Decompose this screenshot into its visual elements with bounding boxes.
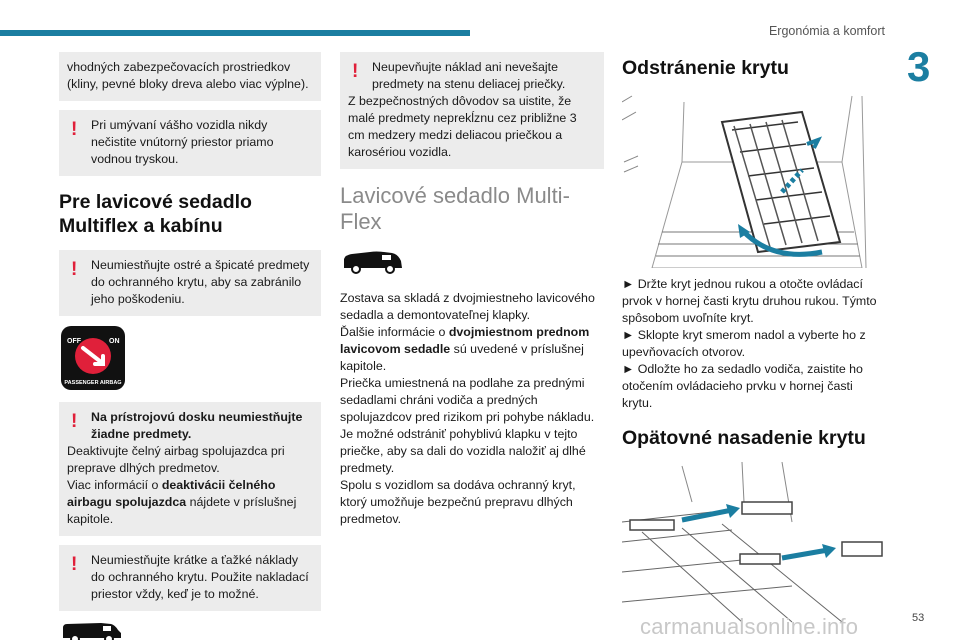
paragraph: Spolu s vozidlom sa dodáva ochranný kryt, ktorý umožňuje bezpečnú prepravu dlhých predmetov. — [340, 478, 576, 526]
instruction-step: ► Držte kryt jednou rukou a otočte ovládací prvok v hornej časti krytu druhou rukou. Týmto spôsobom uvoľníte kryt. — [622, 277, 877, 325]
section-heading: Odstránenie krytu — [622, 57, 789, 79]
cover-refit-illustration — [622, 462, 886, 632]
text-run: sú uvedené v príslušnej kapitole. — [340, 342, 584, 373]
warning-text: Neumiestňujte krátke a ťažké náklady do ochranného krytu. Použite nakladací priestor vždy, keď je to možné. — [91, 553, 309, 601]
column-middle — [340, 52, 604, 528]
warning-box — [59, 110, 321, 176]
column-left — [59, 52, 321, 640]
warning-text: Pri umývaní vášho vozidla nikdy nečistite vnútorný priestor priamo vodnou tryskou. — [91, 118, 274, 166]
header-accent-bar — [0, 30, 470, 36]
warning-box — [59, 545, 321, 611]
instruction-step: ► Sklopte kryt smerom nadol a vyberte ho z upevňovacích otvorov. — [622, 328, 866, 359]
text-run: Ďalšie informácie o — [340, 325, 449, 339]
section-heading: Opätovné nasadenie krytu — [622, 427, 866, 449]
section-title: Ergonómia a komfort — [768, 24, 885, 38]
watermark: carmanualsonline.info — [640, 614, 859, 639]
warning-icon: ! — [71, 411, 78, 432]
text-run-bold: dvojmiestnom prednom lavicovom sedadle — [340, 325, 590, 356]
warning-box — [340, 52, 604, 169]
text-run-bold: deaktivácii čelného airbagu spolujazdca — [67, 478, 276, 509]
warning-text: Neumiestňujte ostré a špicaté predmety do ochranného krytu, aby sa zabránilo jeho poškodeniu. — [91, 258, 310, 306]
warning-box — [59, 250, 321, 316]
instruction-step: ► Odložte ho za sedadlo vodiča, zaistite ho otočením ovládacieho prvku v hornej časti krytu. — [622, 362, 863, 410]
chapter-number: 3 — [907, 43, 931, 90]
warning-icon: ! — [71, 554, 78, 575]
warning-bold: Na prístrojovú dosku neumiestňujte žiadne predmety. — [91, 410, 303, 441]
paragraph: Priečka umiestnená na podlahe za prednými sedadlami chráni vodiča a predných spolujazdcov pred rizikom pri pohybe nákladu. — [340, 376, 595, 424]
warning-box — [59, 402, 321, 536]
warning-icon: ! — [352, 61, 359, 82]
airbag-off-icon — [61, 326, 125, 390]
airbag-passenger-label: PASSENGER AIRBAG — [64, 380, 122, 386]
text-run: Viac informácií o — [67, 478, 162, 492]
airbag-on-label: ON — [109, 338, 120, 345]
paragraph: Zostava sa skladá z dvojmiestneho lavicového sedadla a demontovateľnej klapky. — [340, 291, 595, 322]
page-number: 53 — [912, 612, 925, 624]
warning-text: Deaktivujte čelný airbag spolujazdca pri preprave dlhých predmetov. — [67, 444, 285, 475]
note-text: vhodných zabezpečovacích prostriedkov (kliny, pevné bloky dreva alebo viac výplne). — [67, 60, 309, 91]
warning-icon: ! — [71, 259, 78, 280]
section-heading: Pre lavicové sedadlo Multiflex a kabínu — [59, 191, 252, 237]
paragraph: Je možné odstrániť pohyblivú klapku v tejto priečke, aby sa dali do vozidla naložiť aj dlhé predmety. — [340, 427, 586, 475]
warning-text: Z bezpečnostných dôvodov sa uistite, že malé predmety neprekĺznu cez približne 3 cm medzery medzi deliacou priečkou a karosériou vozidla. — [348, 94, 577, 159]
cover-removal-illustration — [622, 92, 886, 268]
airbag-off-label: OFF — [67, 338, 81, 345]
warning-icon: ! — [71, 119, 78, 140]
van-icon — [342, 249, 604, 280]
section-heading: Lavicové sedadlo Multi-Flex — [340, 183, 570, 234]
column-right — [622, 52, 886, 632]
text-run: nájdete v príslušnej kapitole. — [67, 495, 297, 526]
note-box — [59, 52, 321, 101]
warning-text: Neupevňujte náklad ani nevešajte predmety na stenu deliacej priečky. — [372, 60, 566, 91]
paragraph — [340, 324, 604, 375]
van-icon — [61, 620, 321, 640]
